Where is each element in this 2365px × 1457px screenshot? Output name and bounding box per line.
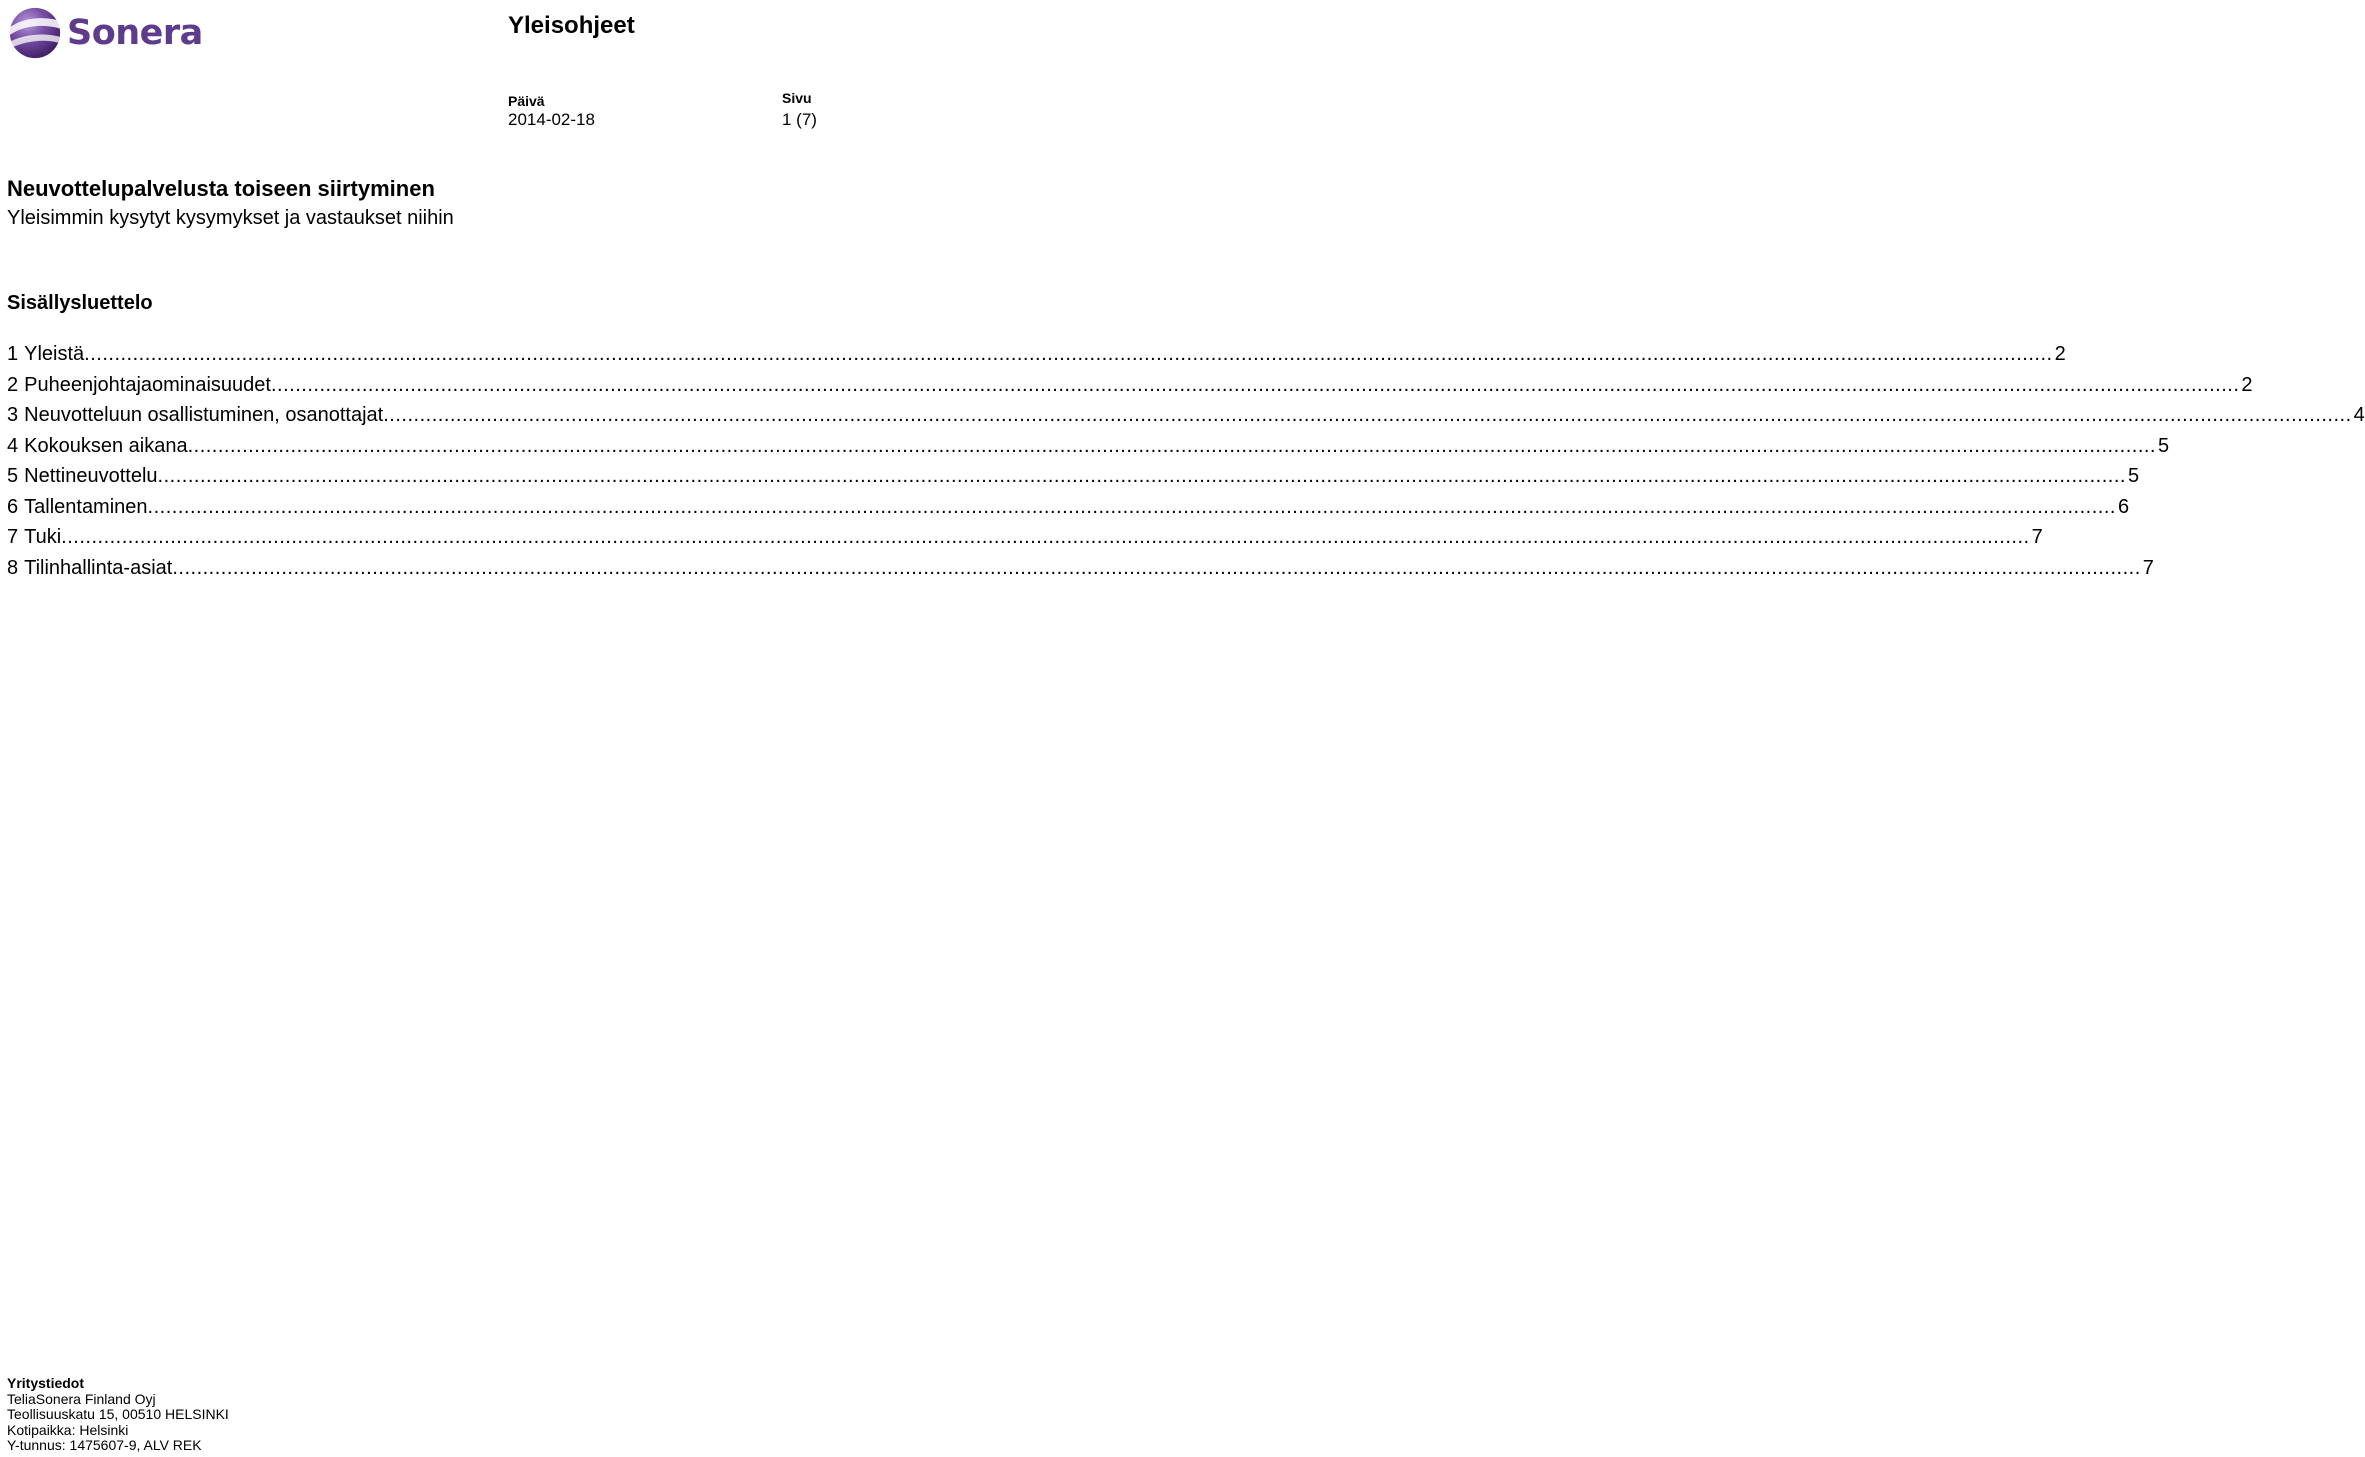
toc-entry-number: 3 [7,404,19,426]
toc-entry-8[interactable] [7,553,2154,584]
toc-leader-dots [271,370,2239,400]
footer-company-name: TeliaSonera Finland Oyj [7,1390,156,1407]
toc-entry-page: 4 [2353,404,2365,426]
sonera-logo [6,2,206,64]
toc-leader-dots [172,553,2140,583]
document-type: Yleisohjeet [508,12,635,39]
toc-entry-7[interactable] [7,522,2043,553]
footer-address: Teollisuuskatu 15, 00510 HELSINKI [7,1406,229,1422]
toc-entry-label: Kokouksen aikana [24,434,188,457]
toc-entry-number: 5 [7,465,19,487]
sonera-sphere-icon [6,4,64,62]
toc-entry-number: 1 [7,343,19,365]
toc-entry-4[interactable] [7,431,2170,462]
toc-entry-label: Puheenjohtajaominaisuudet [24,373,271,396]
toc-entry-label: Neuvotteluun osallistuminen, osanottajat [24,404,384,426]
toc-entry-number: 7 [7,526,19,548]
toc-entry-number: 6 [7,495,19,518]
toc-entry-page: 5 [2127,465,2140,487]
page-subtitle: Yleisimmin kysytyt kysymykset ja vastaukset niihin [7,207,454,229]
toc-entry-label: Tallentaminen [24,495,148,518]
toc-entry-page: 5 [2158,434,2170,457]
toc-entry-label: Yleistä [24,343,85,365]
toc-entry-page: 6 [2117,495,2130,518]
toc-entry-page: 7 [2142,556,2154,579]
toc-entry-number: 8 [7,556,19,579]
toc-entry-5[interactable] [7,461,2140,492]
toc-entry-1[interactable] [7,339,2066,370]
toc-entry-2[interactable] [7,370,2253,401]
date-value: 2014-02-18 [508,110,595,129]
toc-entry-6[interactable] [7,492,2130,523]
toc-entry-label: Tilinhallinta-asiat [24,556,173,579]
footer-domicile: Kotipaikka: Helsinki [7,1421,129,1438]
toc-leader-dots [383,400,2351,430]
toc-leader-dots [158,461,2126,491]
toc-leader-dots [84,339,2052,369]
page-value: 1 (7) [782,110,817,129]
logo-wordmark: Sonera [67,13,203,53]
toc-entry-page: 2 [2241,373,2253,396]
toc-leader-dots [61,522,2029,552]
footer-heading: Yritystiedot [7,1375,85,1391]
page-title: Neuvottelupalvelusta toiseen siirtyminen [7,176,435,201]
footer-business-id: Y-tunnus: 1475607-9, ALV REK [7,1437,202,1453]
date-label: Päivä [508,93,545,109]
page-label: Sivu [782,90,812,106]
toc-leader-dots [188,431,2156,461]
toc-entry-label: Nettineuvottelu [24,465,158,487]
company-info-footer [7,1376,229,1454]
table-of-contents [7,339,2365,583]
toc-leader-dots [148,492,2116,522]
toc-entry-number: 4 [7,434,19,457]
toc-entry-number: 2 [7,373,19,396]
toc-entry-3[interactable] [7,400,2365,431]
toc-entry-label: Tuki [24,526,62,548]
toc-entry-page: 7 [2031,526,2043,548]
toc-heading: Sisällysluettelo [7,292,153,314]
toc-entry-page: 2 [2054,343,2066,365]
